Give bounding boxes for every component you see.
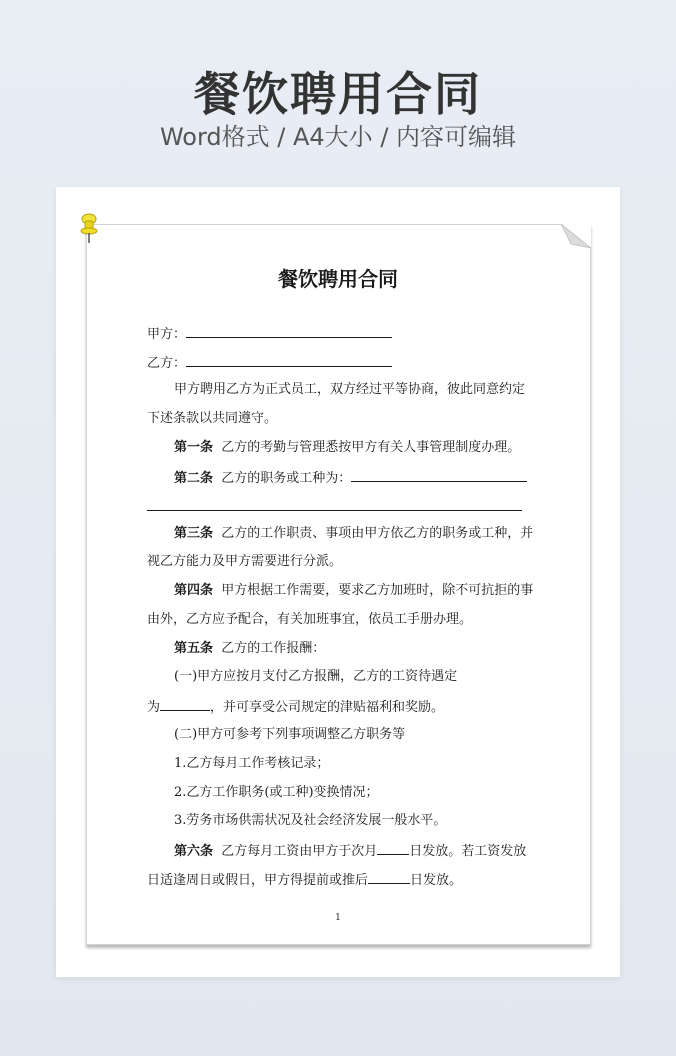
document-title: 餐饮聘用合同	[278, 267, 398, 291]
article-1-label: 第一条	[174, 440, 214, 455]
article-6-text-1a: 乙方每月工资由甲方于次月	[221, 844, 378, 859]
article-3-line-1	[147, 524, 534, 544]
banner-subtitle: Word格式 / A4大小 / 内容可编辑	[159, 123, 517, 151]
article-3-line-2: 视乙方能力及甲方需要进行分派。	[147, 554, 343, 569]
intro-line-2: 下述条款以共同遵守。	[147, 411, 278, 426]
article-5-sub-1-prefix: 为	[147, 700, 161, 715]
article-5-sub-2: (二)甲方可参考下列事项调整乙方职务等	[174, 727, 406, 742]
article-6-line-2	[147, 869, 529, 889]
article-4-label: 第四条	[174, 583, 214, 598]
article-5-sub-1-line-1: (一)甲方应按月支付乙方报酬，乙方的工资待遇定	[174, 669, 458, 684]
article-6-text-2a: 日适逢周日或假日，甲方得提前或推后	[147, 873, 369, 888]
party-a-blank	[186, 323, 392, 338]
banner-title: 餐饮聘用合同	[194, 67, 482, 121]
article-2-blank	[351, 467, 527, 482]
article-6-label: 第六条	[174, 844, 214, 859]
list-item-1: 1.乙方每月工作考核记录；	[174, 756, 330, 771]
article-4-text-1: 甲方根据工作需要，要求乙方加班时，除不可抗拒的事	[221, 583, 534, 598]
article-5-sub-1-line-2	[147, 696, 529, 716]
party-a-label: 甲方：	[147, 327, 187, 342]
article-3-text-1: 乙方的工作职责、事项由甲方依乙方的职务或工种，并	[221, 526, 534, 541]
article-4-line-2: 由外，乙方应予配合，有关加班事宜，依员工手册办理。	[147, 612, 473, 627]
article-3-label: 第三条	[174, 526, 214, 541]
intro-line-1: 甲方聘用乙方为正式员工，双方经过平等协商，彼此同意约定	[174, 382, 526, 397]
salary-blank	[160, 696, 210, 711]
list-item-3: 3.劳务市场供需状况及社会经济发展一般水平。	[174, 813, 447, 828]
party-b-blank	[186, 352, 392, 367]
article-2-text: 乙方的职务或工种为：	[221, 471, 352, 486]
article-2-label: 第二条	[174, 471, 214, 486]
article-6-text-2b: 日发放。	[410, 873, 463, 888]
article-2	[147, 467, 529, 487]
pushpin-icon	[79, 213, 99, 245]
document-page	[86, 224, 591, 945]
article-1-text: 乙方的考勤与管理悉按甲方有关人事管理制度办理。	[221, 440, 521, 455]
article-6-text-1b: 日发放。若工资发放	[409, 844, 527, 859]
article-1	[147, 438, 529, 458]
list-item-2: 2.乙方工作职务(或工种)变换情况；	[174, 785, 379, 800]
article-5	[147, 639, 529, 659]
party-a-line	[147, 323, 529, 343]
party-b-label: 乙方：	[147, 356, 187, 371]
page-curl	[561, 224, 591, 248]
article-4-line-1	[147, 581, 534, 601]
pay-day-blank	[377, 840, 409, 855]
article-5-sub-1-suffix: ，并可享受公司规定的津贴福利和奖励。	[210, 700, 445, 715]
adjust-day-blank	[368, 869, 410, 884]
article-2-blank-line	[147, 510, 522, 511]
article-5-text: 乙方的工作报酬：	[221, 641, 326, 656]
page-number: 1	[335, 913, 341, 923]
article-6-line-1	[147, 840, 529, 860]
article-5-label: 第五条	[174, 641, 214, 656]
party-b-line	[147, 352, 529, 372]
